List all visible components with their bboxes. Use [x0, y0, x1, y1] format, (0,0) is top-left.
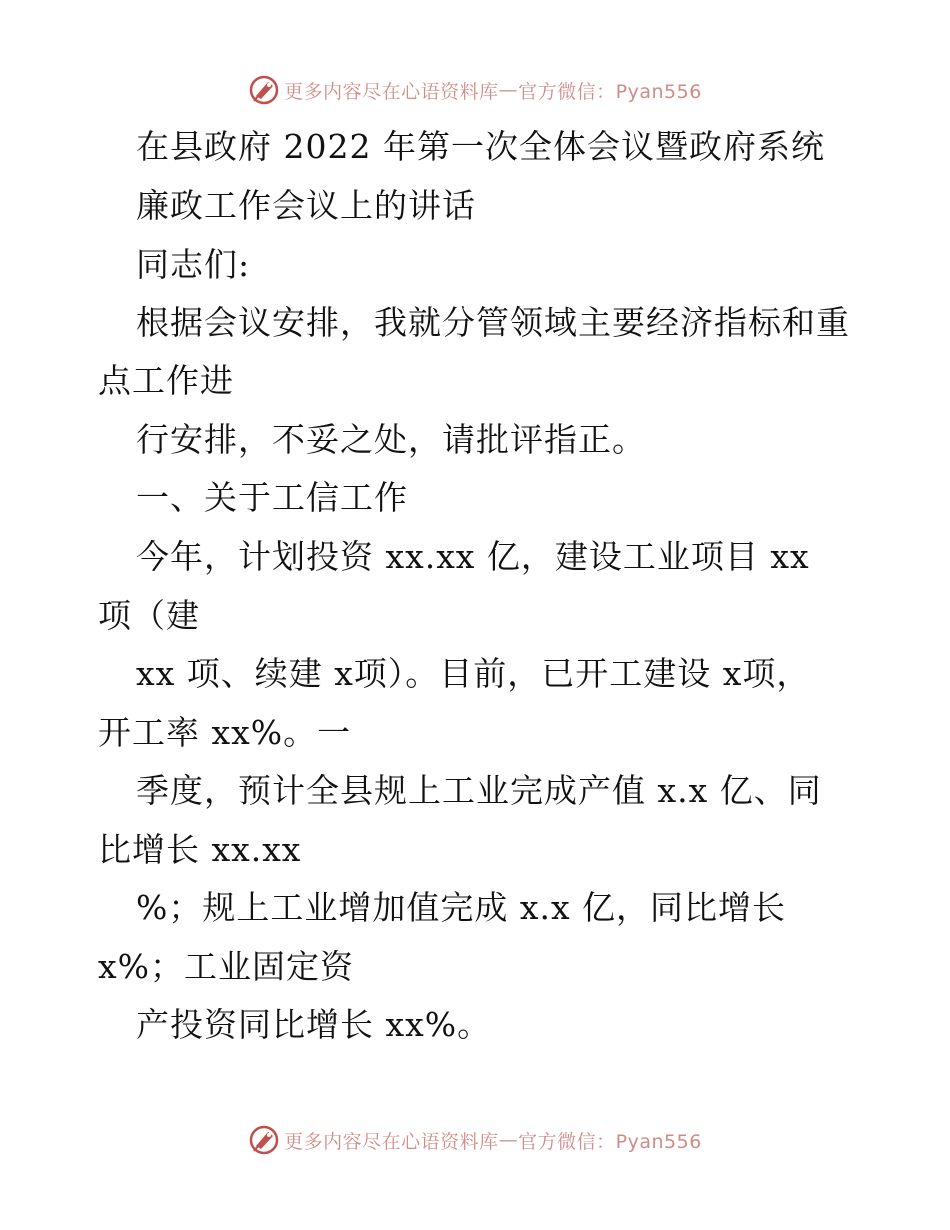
paragraph-line: %；规上工业增加值完成 x.x 亿，同比增长 — [136, 888, 787, 927]
salutation: 同志们: — [136, 245, 251, 284]
watermark-separator: — — [498, 1129, 519, 1151]
section-heading: 一、关于工信工作 — [136, 478, 408, 517]
paragraph-line: 点工作进 — [98, 361, 234, 400]
pen-nib-logo-icon — [248, 1124, 280, 1156]
watermark-prefix: 更多内容尽在心语资料库 — [284, 1130, 499, 1153]
paragraph-line: 项（建 — [98, 596, 200, 635]
watermark-separator: — — [498, 79, 519, 101]
paragraph-line: xx 项、续建 x项）。目前，已开工建设 x项， — [136, 654, 811, 693]
paragraph-line: 根据会议安排，我就分管领域主要经济指标和重 — [136, 303, 850, 342]
paragraph-line: 行安排，不妥之处，请批评指正。 — [136, 420, 646, 459]
watermark-banner-bottom — [0, 1122, 950, 1158]
watermark-suffix: 官方微信：Pyan556 — [518, 1130, 702, 1153]
paragraph-line: 开工率 xx%。一 — [98, 713, 352, 752]
title-line-1: 在县政府 2022 年第一次全体会议暨政府系统 — [136, 127, 825, 166]
paragraph-line: x%；工业固定资 — [98, 947, 354, 986]
paragraph-line: 今年，计划投资 xx.xx 亿，建设工业项目 xx — [136, 537, 810, 576]
paragraph-line: 季度，预计全县规上工业完成产值 x.x 亿、同 — [136, 771, 822, 810]
title-line-2: 廉政工作会议上的讲话 — [136, 186, 476, 225]
paragraph-line: 比增长 xx.xx — [98, 830, 302, 869]
watermark-prefix: 更多内容尽在心语资料库 — [284, 80, 499, 103]
paragraph-line: 产投资同比增长 xx%。 — [136, 1005, 492, 1044]
watermark-suffix: 官方微信：Pyan556 — [518, 80, 702, 103]
